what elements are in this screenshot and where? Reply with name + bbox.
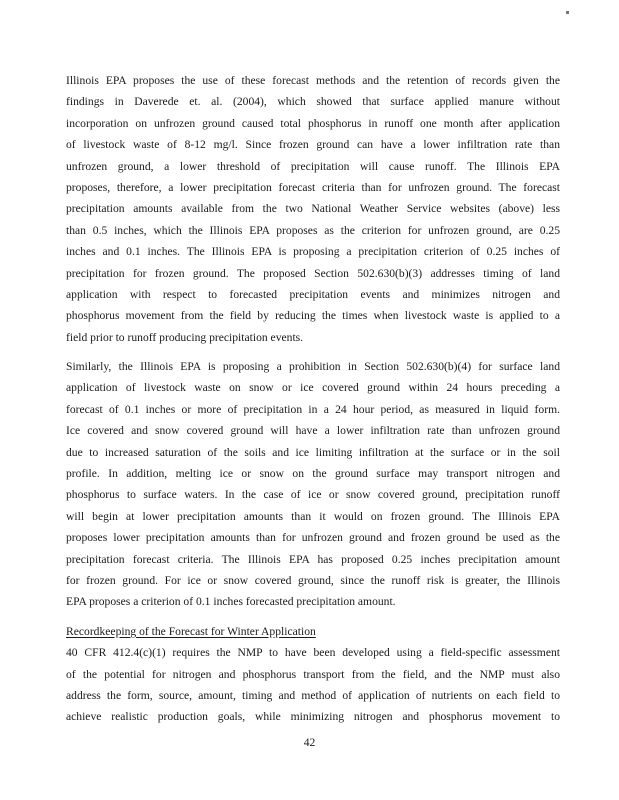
text-line: achieve realistic production goals, while minimizing nitrogen and phosphorus movement to — [66, 710, 560, 724]
text-line: than 0.5 inches, which the Illinois EPA proposes as the criterion for unfrozen ground, are 0.25 — [66, 223, 560, 237]
paragraph-forecast-frozen-ground — [66, 70, 560, 348]
text-line: for frozen ground. For ice or snow covered ground, since the runoff risk is greater, the Illinois — [66, 573, 560, 587]
text-line: will begin at lower precipitation amounts than it would on frozen ground. The Illinois EPA — [66, 509, 560, 523]
page-number: 42 — [303, 736, 316, 749]
text-line: Illinois EPA proposes the use of these forecast methods and the retention of records given the — [66, 74, 560, 87]
text-line: Similarly, the Illinois EPA is proposing a prohibition in Section 502.630(b)(4) for surface land — [66, 360, 560, 374]
scan-mark — [566, 11, 569, 14]
text-line: profile. In addition, melting ice or snow on the ground surface may transport nitrogen and — [66, 467, 560, 481]
text-line: precipitation for frozen ground. The proposed Section 502.630(b)(3) addresses timing of land — [66, 266, 560, 280]
text-line: forecast of 0.1 inches or more of precipitation in a 24 hour period, as measured in liquid form. — [66, 402, 560, 416]
text-line: due to increased saturation of the soils and ice limiting infiltration at the surface or in the soil — [66, 445, 560, 459]
text-line: inches and 0.1 inches. The Illinois EPA is proposing a precipitation criterion of 0.25 inches of — [66, 245, 560, 259]
text-line: Ice covered and snow covered ground will have a lower infiltration rate than unfrozen ground — [66, 424, 560, 438]
page-body — [66, 70, 560, 728]
text-line: of livestock waste of 8-12 mg/l. Since frozen ground can have a lower infiltration rate than — [66, 138, 560, 152]
text-line: of the potential for nitrogen and phosphorus transport from the field, and the NMP must also — [66, 667, 560, 681]
text-line: incorporation on unfrozen ground caused total phosphorus in runoff one month after application — [66, 116, 560, 130]
text-line: precipitation forecast criteria. The Illinois EPA has proposed 0.25 inches precipitation amount — [66, 552, 560, 566]
text-line: field prior to runoff producing precipitation events. — [66, 330, 304, 344]
paragraph-spacer — [66, 613, 560, 621]
text-line: address the form, source, amount, timing and method of application of nutrients on each field to — [66, 688, 560, 702]
text-line: 40 CFR 412.4(c)(1) requires the NMP to have been developed using a field-specific assessment — [66, 646, 560, 660]
text-line: EPA proposes a criterion of 0.1 inches forecasted precipitation amount. — [66, 595, 396, 609]
text-line: precipitation amounts available from the two National Weather Service websites (above) less — [66, 202, 560, 216]
text-line: application with respect to forecasted precipitation events and minimizes nitrogen and — [66, 287, 560, 301]
section-heading: Recordkeeping of the Forecast for Winter Application — [66, 624, 316, 638]
paragraph-snow-ice-ground — [66, 356, 560, 613]
text-line: application of livestock waste on snow or ice covered ground within 24 hours preceding a — [66, 381, 560, 395]
text-line: proposes lower precipitation amounts than for unfrozen ground and frozen ground be used as the — [66, 531, 560, 545]
text-line: unfrozen ground, a lower threshold of precipitation will cause runoff. The Illinois EPA — [66, 159, 560, 173]
paragraph-cfr-requirement — [66, 642, 560, 728]
text-line: proposes, therefore, a lower precipitation forecast criteria than for unfrozen ground. The forecast — [66, 180, 560, 194]
text-line: phosphorus movement from the field by reducing the times when livestock waste is applied to a — [66, 309, 560, 323]
paragraph-spacer — [66, 348, 560, 356]
text-line: findings in Daverede et. al. (2004), which showed that surface applied manure without — [66, 95, 560, 109]
text-line: phosphorus to surface waters. In the case of ice or snow covered ground, precipitation runoff — [66, 488, 560, 502]
